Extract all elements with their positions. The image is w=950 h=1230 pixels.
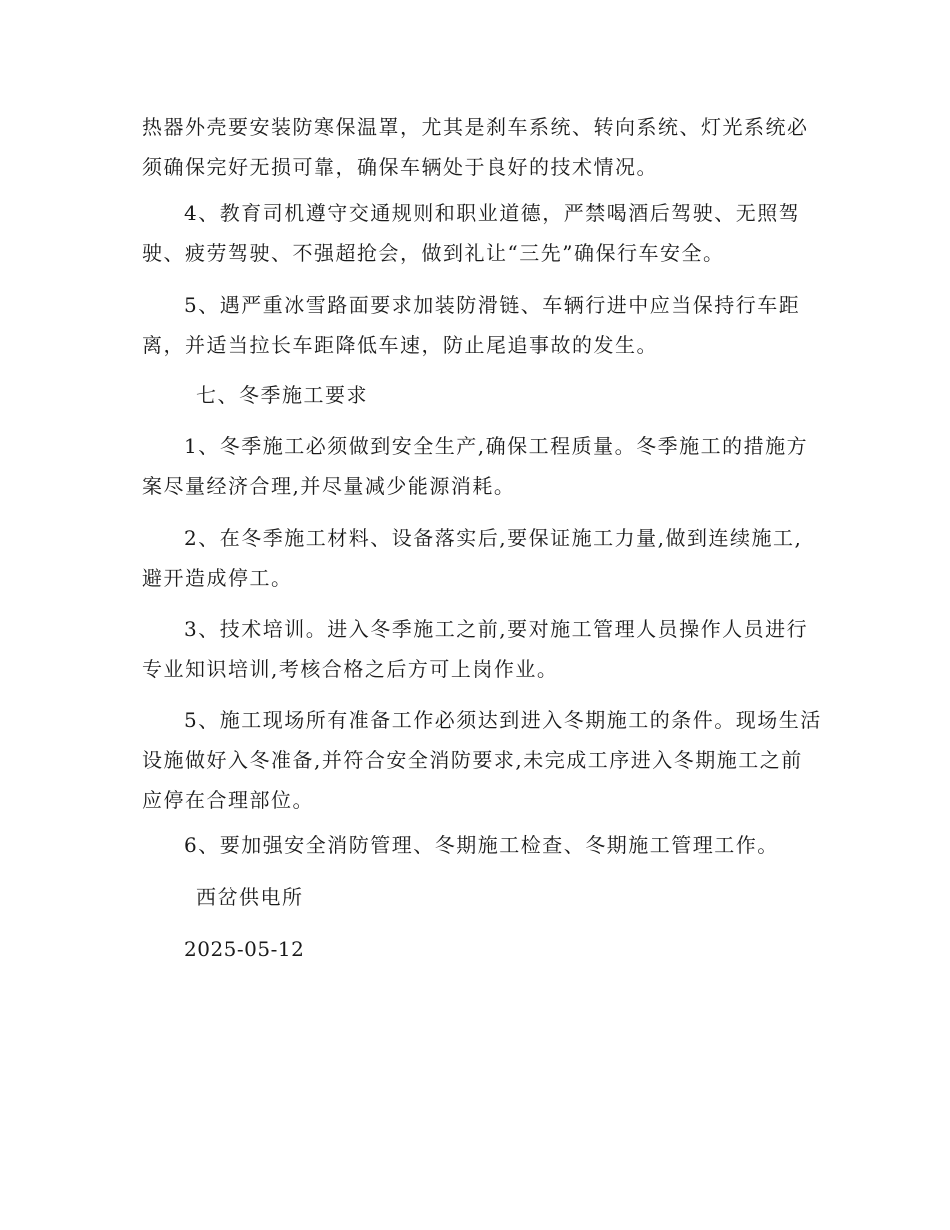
paragraph-section7-item-6: 6、要加强安全消防管理、冬期施工检查、冬期施工管理工作。	[184, 833, 779, 857]
paragraph-section7-item-3: 3、技术培训。进入冬季施工之前,要对施工管理人员操作人员进行专业知识培训,考核合格之后方可上岗作业。	[142, 617, 809, 681]
signature: 西岔供电所	[196, 885, 304, 909]
document-date: 2025-05-12	[184, 937, 305, 961]
paragraph-item-5: 5、遇严重冰雪路面要求加装防滑链、车辆行进中应当保持行车距离，并适当拉长车距降低车速，防止尾追事故的发生。	[142, 293, 801, 357]
paragraph-section7-item-1: 1、冬季施工必须做到安全生产,确保工程质量。冬季施工的措施方案尽量经济合理,并尽量减少能源消耗。	[142, 434, 809, 498]
section-heading: 七、冬季施工要求	[196, 383, 368, 407]
paragraph-item-4: 4、教育司机遵守交通规则和职业道德，严禁喝酒后驾驶、无照驾驶、疲劳驾驶、不强超抢会，做到礼让“三先”确保行车安全。	[142, 201, 801, 265]
paragraph-section7-item-2: 2、在冬季施工材料、设备落实后,要保证施工力量,做到连续施工,避开造成停工。	[142, 526, 803, 590]
paragraph-section7-item-5: 5、施工现场所有准备工作必须达到进入冬期施工的条件。现场生活设施做好入冬准备,并符合安全消防要求,未完成工序进入冬期施工之前应停在合理部位。	[142, 708, 822, 812]
paragraph-continuation: 热器外壳要安装防寒保温罩，尤其是刹车系统、转向系统、灯光系统必须确保完好无损可靠，确保车辆处于良好的技术情况。	[142, 115, 809, 179]
